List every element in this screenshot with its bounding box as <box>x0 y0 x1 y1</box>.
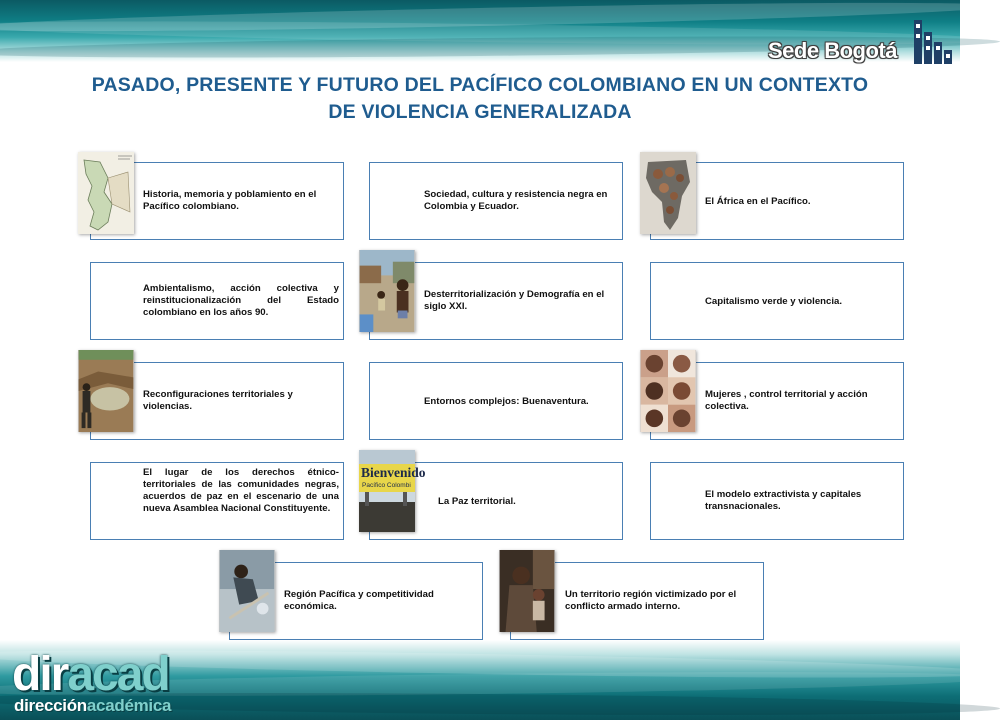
topic-card[interactable] <box>650 462 904 540</box>
topic-card-label: Mujeres , control territorial y acción colectiva. <box>705 389 868 412</box>
topic-card-label: Un territorio región victimizado por el conflicto armado interno. <box>565 589 737 612</box>
mining-photo <box>78 350 134 432</box>
topic-card-label: Desterritorialización y Demografía en el siglo XXI. <box>424 289 605 312</box>
topic-card-label: Reconfiguraciones territoriales y violencias. <box>143 389 293 412</box>
topic-card[interactable] <box>369 362 623 440</box>
topic-card[interactable] <box>369 162 623 240</box>
worker-photo <box>219 550 275 632</box>
brand-wordmark <box>12 648 169 701</box>
children-photo <box>359 250 415 332</box>
brand-subtitle <box>14 696 171 716</box>
sede-label: Sede Bogotá <box>768 38 897 63</box>
topic-card-label: Ambientalismo, acción colectiva y reinstitucionalización del Estado colombiano en los años 90. <box>143 283 339 318</box>
brand-logo <box>12 648 172 715</box>
map-image <box>78 152 134 234</box>
africa-map-image <box>640 152 696 234</box>
brand-sub-part-1: dirección <box>14 696 87 715</box>
title-line-2: DE VIOLENCIA GENERALIZADA <box>328 101 632 123</box>
mother-child-photo <box>499 550 555 632</box>
topic-card[interactable] <box>90 262 344 340</box>
topic-card-label: Entornos complejos: Buenaventura. <box>424 396 589 407</box>
women-collage-photo <box>640 350 696 432</box>
topic-card-label: La Paz territorial. <box>438 496 516 507</box>
topic-card-label: El África en el Pacífico. <box>705 196 811 207</box>
brand-part-1: dir <box>12 648 68 701</box>
university-logo-icon <box>912 20 954 64</box>
sign-graphic <box>359 450 415 532</box>
sign-text: Bienvenido <box>361 465 426 480</box>
title-line-1: PASADO, PRESENTE Y FUTURO DEL PACÍFICO COLOMBIANO EN UN CONTEXTO <box>91 74 869 96</box>
topic-card[interactable] <box>90 462 344 540</box>
topic-card-label: Región Pacífica y competitividad económica. <box>284 589 434 612</box>
bienvenido-sign-photo <box>359 450 426 532</box>
topic-card-label: El modelo extractivista y capitales transnacionales. <box>705 489 862 512</box>
topic-card-label: Sociedad, cultura y resistencia negra en Colombia y Ecuador. <box>424 189 608 212</box>
topic-card[interactable] <box>650 262 904 340</box>
brand-sub-part-2: académica <box>86 696 172 715</box>
sign-subtext: Pacífico Colombi <box>362 482 411 489</box>
topic-card-label: El lugar de los derechos étnico-territoriales de las comunidades negras, acuerdos de paz en el escenario de una nueva Asamblea Nacional Constituyente. <box>143 467 339 514</box>
page-title <box>40 72 920 126</box>
topic-card-label: Capitalismo verde y violencia. <box>705 296 843 307</box>
brand-part-2: acad <box>67 648 169 701</box>
topic-card-label: Historia, memoria y poblamiento en el Pacífico colombiano. <box>143 189 317 212</box>
